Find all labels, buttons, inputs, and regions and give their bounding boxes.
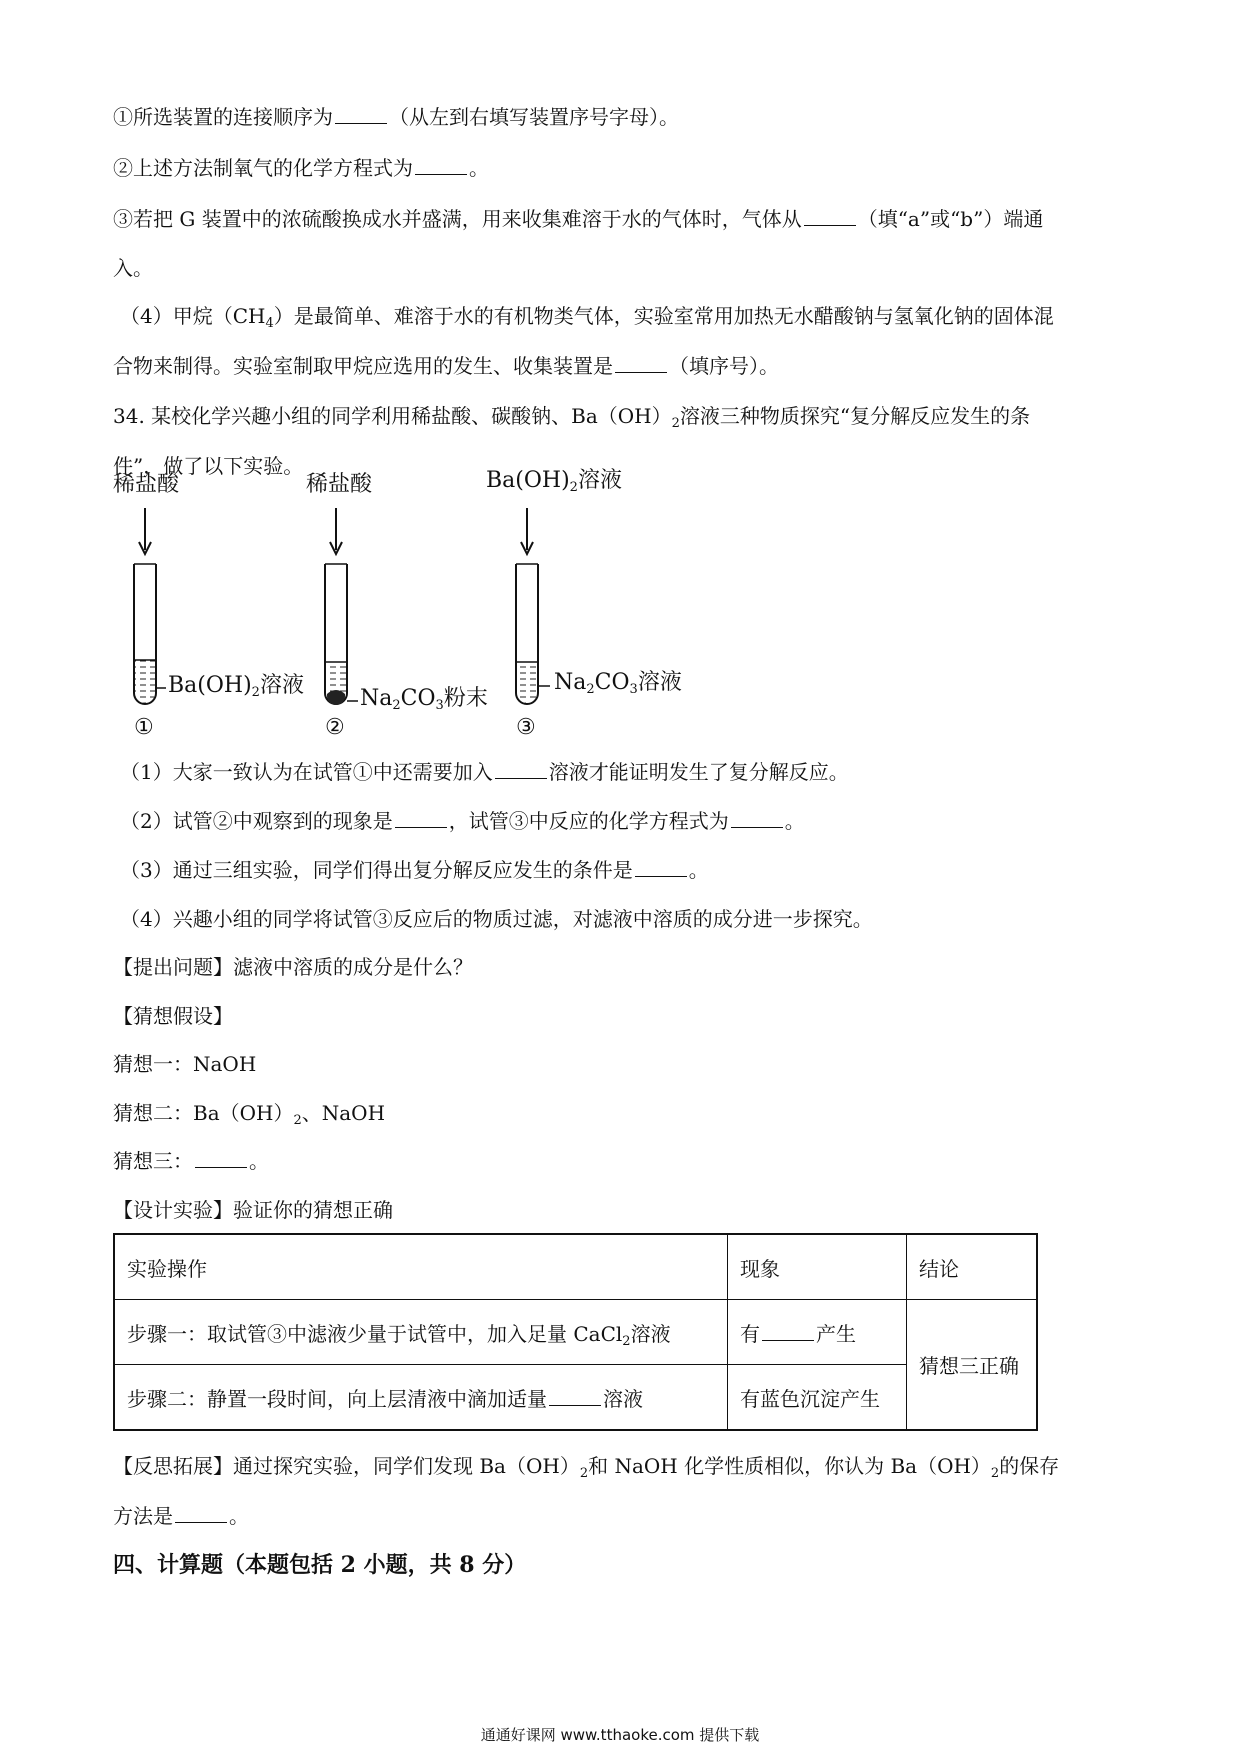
header-conclusion: 结论: [907, 1234, 1038, 1300]
q33-part4: （4）甲烷$(CH_4)$是最简单、难溶于水的有机物类气体，实验室常用加热无水醋酸钠与氢氧化钠的固体混: [120, 304, 1054, 331]
table-row: [114, 1365, 1037, 1431]
experiment-table: [113, 1233, 1038, 1431]
tube3-number: ③: [516, 715, 536, 740]
q33-line2: ②上述方法制氧气的化学方程式为 。: [113, 156, 489, 180]
step1-operation: 步骤一：取试管③中滤液少量于试管中，加入足量 CaCl$_2$溶液: [114, 1300, 728, 1365]
tube1-content-label: $Ba(OH)_2$溶液: [168, 673, 304, 700]
hypothesis-heading: 【猜想假设】: [113, 1004, 233, 1028]
hypothesis-3: 猜想三： 。: [113, 1149, 269, 1173]
q33-line1: ①所选装置的连接顺序为 （从左到右填写装置序号字母）。: [113, 105, 679, 129]
answer-blank[interactable]: [615, 354, 667, 373]
liquid-3: [517, 662, 537, 703]
answer-blank[interactable]: [731, 809, 783, 828]
q33-line3: ③若把 G 装置中的浓硫酸换成水并盛满，用来收集难溶于水的气体时，气体从 （填“a”或“b”）端通: [113, 207, 1044, 231]
answer-blank[interactable]: [635, 858, 687, 877]
answer-blank[interactable]: [195, 1149, 247, 1168]
header-phenomenon: 现象: [728, 1234, 907, 1300]
tube1-number: ①: [134, 715, 154, 740]
q34-intro-cont: 件”，做了以下实验。: [113, 454, 304, 478]
question-heading: 【提出问题】滤液中溶质的成分是什么？: [113, 955, 473, 979]
step1-phenomenon: 有 产生: [728, 1300, 907, 1365]
tube3-reagent-label: $Ba(OH)_2$溶液: [486, 468, 622, 495]
answer-blank[interactable]: [415, 156, 467, 175]
hypothesis-2: 猜想二：$Ba(OH)_2$、NaOH: [113, 1101, 386, 1128]
page-footer: 通通好课网 www.tthaoke.com 提供下载: [480, 1726, 760, 1744]
q34-part3: （3）通过三组实验，同学们得出复分解反应发生的条件是 。: [120, 858, 709, 882]
conclusion-cell: 猜想三正确: [907, 1300, 1038, 1431]
q33-line3-cont: 入。: [113, 256, 153, 280]
step2-operation: 步骤二：静置一段时间，向上层清液中滴加适量 溶液: [114, 1365, 728, 1431]
tube2-number: ②: [325, 715, 345, 740]
answer-blank[interactable]: [762, 1322, 814, 1341]
tube2-reagent-label: 稀盐酸: [306, 472, 373, 497]
answer-blank[interactable]: [335, 105, 387, 124]
table-row: [114, 1300, 1037, 1365]
answer-blank[interactable]: [549, 1387, 601, 1406]
tube1-reagent-label: 稀盐酸: [113, 472, 180, 497]
hypothesis-1: 猜想一：NaOH: [113, 1052, 257, 1076]
q34-part4: （4）兴趣小组的同学将试管③反应后的物质过滤，对滤液中溶质的成分进一步探究。: [120, 907, 873, 931]
tube3-content-label: $Na_2CO_3$溶液: [554, 670, 682, 697]
reflection-cont: 方法是 。: [113, 1504, 249, 1528]
test-tube-diagram: [110, 468, 710, 748]
step2-phenomenon: 有蓝色沉淀产生: [728, 1365, 907, 1431]
answer-blank[interactable]: [175, 1504, 227, 1523]
q34-part1: （1）大家一致认为在试管①中还需要加入 溶液才能证明发生了复分解反应。: [120, 760, 849, 784]
table-header-row: [114, 1234, 1037, 1300]
header-operation: 实验操作: [114, 1234, 728, 1300]
answer-blank[interactable]: [395, 809, 447, 828]
design-heading: 【设计实验】验证你的猜想正确: [113, 1198, 393, 1222]
q34-part2: （2）试管②中观察到的现象是 ，试管③中反应的化学方程式为 。: [120, 809, 805, 833]
section-heading: 四、计算题（本题包括 2 小题，共 8 分）: [113, 1552, 527, 1578]
reflection: 【反思拓展】通过探究实验，同学们发现 $Ba(OH)_2$和 NaOH 化学性质相似，你认为 $Ba(OH)_2$的保存: [113, 1454, 1060, 1481]
q33-part4-cont: 合物来制得。实验室制取甲烷应选用的发生、收集装置是 （填序号）。: [113, 354, 779, 378]
liquid-1: [135, 660, 155, 703]
answer-blank[interactable]: [804, 207, 856, 226]
q34-intro: 34. 某校化学兴趣小组的同学利用稀盐酸、碳酸钠、$Ba(OH)_2$溶液三种物质探究“复分解反应发生的条: [113, 404, 1031, 431]
tube2-content-label: $Na_2CO_3$粉末: [360, 686, 488, 713]
answer-blank[interactable]: [495, 760, 547, 779]
